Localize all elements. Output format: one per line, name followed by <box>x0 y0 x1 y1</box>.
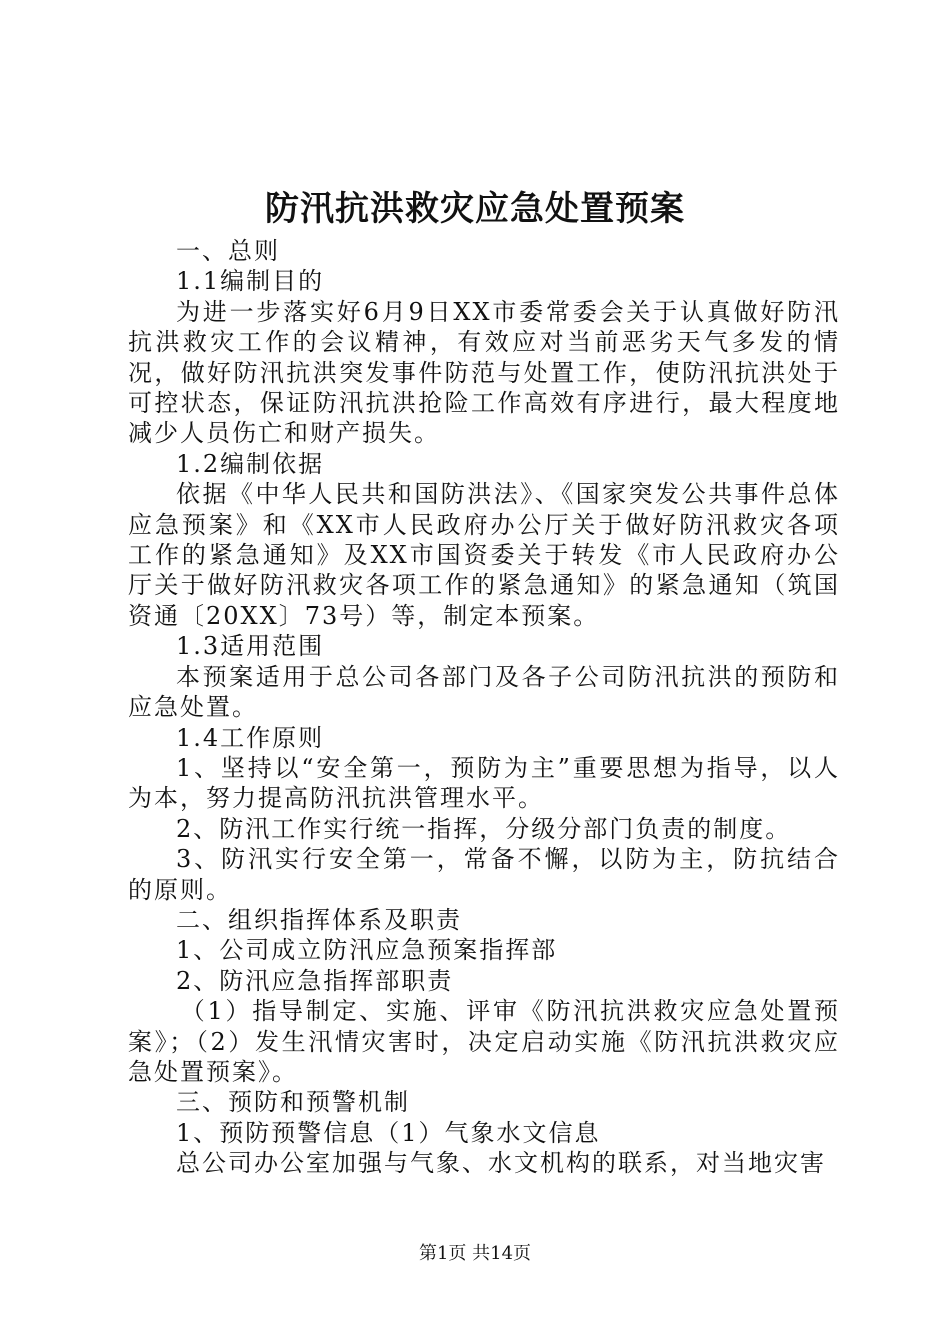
paragraph: 1、坚持以“安全第一，预防为主”重要思想为指导，以人为本，努力提高防汛抗洪管理水平。 <box>128 753 840 813</box>
subsection-heading: 1.3适用范围 <box>176 632 325 661</box>
paragraph: 为进一步落实好6月9日XX市委常委会关于认真做好防汛抗洪救灾工作的会议精神，有效应对当前恶劣天气多发的情况，做好防汛抗洪突发事件防范与处置工作，使防汛抗洪处于可控状态，保证防汛抗洪抢险工作高效有序进行，最大程度地减少人员伤亡和财产损失。 <box>128 297 840 448</box>
paragraph: （1）指导制定、实施、评审《防汛抗洪救灾应急处置预案》；（2）发生汛情灾害时，决定启动实施《防汛抗洪救灾应急处置预案》。 <box>128 997 840 1086</box>
paragraph: 总公司办公室加强与气象、水文机构的联系，对当地灾害 <box>176 1149 826 1178</box>
document-title: 防汛抗洪救灾应急处置预案 <box>265 189 685 229</box>
paragraph: 3、防汛实行安全第一，常备不懈，以防为主，防抗结合的原则。 <box>128 845 840 904</box>
subsection-heading: 1.4工作原则 <box>176 723 325 752</box>
paragraph: 依据《中华人民共和国防洪法》、《国家突发公共事件总体应急预案》和《XX市人民政府办公厅关于做好防汛救灾各项工作的紧急通知》及XX市国资委关于转发《市人民政府办公厅关于做好防汛救灾各项工作的紧急通知》的紧急通知（筑国资通〔20XX〕73号）等，制定本预案。 <box>128 480 840 630</box>
paragraph: 1、公司成立防汛应急预案指挥部 <box>176 936 558 965</box>
section-heading: 二、组织指挥体系及职责 <box>176 905 462 934</box>
section-heading: 一、总则 <box>176 237 280 265</box>
subsection-heading: 1.2编制依据 <box>176 449 325 478</box>
section-heading: 三、预防和预警机制 <box>176 1088 410 1117</box>
subsection-heading: 1.1编制目的 <box>176 267 325 296</box>
paragraph: 1、预防预警信息（1）气象水文信息 <box>176 1118 601 1147</box>
document-body <box>128 236 840 1179</box>
paragraph: 2、防汛工作实行统一指挥，分级分部门负责的制度。 <box>176 814 792 843</box>
paragraph: 2、防汛应急指挥部职责 <box>176 966 454 995</box>
paragraph: 本预案适用于总公司各部门及各子公司防汛抗洪的预防和应急处置。 <box>128 662 840 722</box>
page-footer: 第1页 共14页 <box>418 1243 532 1264</box>
